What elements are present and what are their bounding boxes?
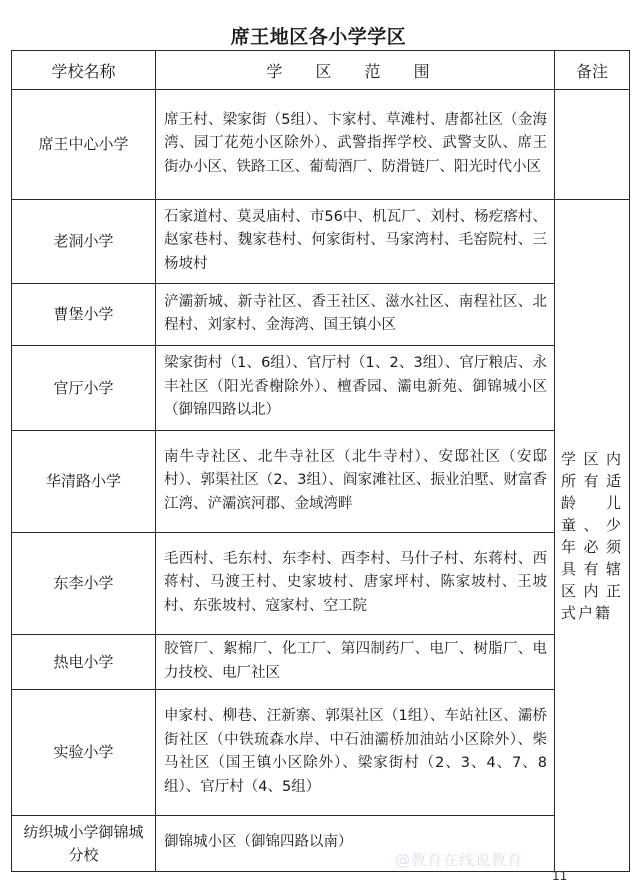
table-row [12, 816, 630, 872]
district-area: 御锦城小区（御锦四路以南） [156, 816, 555, 872]
school-name: 热电小学 [12, 635, 156, 690]
school-district-table [11, 50, 630, 872]
table-row [12, 533, 630, 635]
school-name: 纺织城小学御锦城分校 [12, 816, 156, 872]
school-name: 官厅小学 [12, 346, 156, 431]
district-area: 胶管厂、絮棉厂、化工厂、第四制药厂、电厂、树脂厂、电力技校、电厂社区 [156, 635, 555, 690]
school-name: 东李小学 [12, 533, 156, 635]
district-area: 南牛寺社区、北牛寺社区（北牛寺村）、安邸社区（安邸村）、郭渠社区（2、3组）、阎家滩社区、振业泊墅、财富香江湾、浐灞滨河郡、金域湾畔 [156, 431, 555, 533]
school-name: 实验小学 [12, 690, 156, 816]
district-area: 梁家街村（1、6组）、官厅村（1、2、3组）、官厅粮店、永丰社区（阳光香榭除外）、檀香园、灞电新苑、御锦城小区（御锦四路以北） [156, 346, 555, 431]
header-school: 学校名称 [12, 51, 156, 90]
table-row [12, 284, 630, 346]
header-area: 学 区 范 围 [156, 51, 555, 90]
school-name: 华清路小学 [12, 431, 156, 533]
school-name: 老洞小学 [12, 200, 156, 284]
note-cell-empty [555, 90, 630, 200]
table-row [12, 90, 630, 200]
table-row [12, 200, 630, 284]
table-row [12, 346, 630, 431]
note-cell: 学区内所有适龄儿童、少年必须具有辖区内正式户籍 [555, 200, 630, 872]
district-area: 申家村、柳巷、汪新寨、郭渠社区（1组）、车站社区、灞桥街社区（中铁琉森水岸、中石油灞桥加油站小区除外）、柴马社区（国王镇小区除外）、梁家街村（2、3、4、7、8组）、官厅村（4、5组） [156, 690, 555, 816]
table-row [12, 431, 630, 533]
page-title: 席王地区各小学学区 [230, 26, 407, 48]
school-name: 席王中心小学 [12, 90, 156, 200]
page-number: 11 [552, 869, 568, 883]
table-header-row [12, 51, 630, 90]
watermark: @教育在线说教育 [395, 851, 524, 869]
table-row [12, 690, 630, 816]
district-area: 浐灞新城、新寺社区、香王社区、滋水社区、南程社区、北程村、刘家村、金海湾、国王镇小区 [156, 284, 555, 346]
table-row [12, 635, 630, 690]
district-area: 席王村、梁家街（5组）、卞家村、草滩村、唐都社区（金海湾、园丁花苑小区除外）、武警指挥学校、武警支队、席王街办小区、铁路工区、葡萄酒厂、防滑链厂、阳光时代小区 [156, 90, 555, 200]
district-area: 毛西村、毛东村、东李村、西李村、马什子村、东蒋村、西蒋村、马渡王村、史家坡村、唐家坪村、陈家坡村、王坡村、东张坡村、寇家村、空工院 [156, 533, 555, 635]
header-note: 备注 [555, 51, 630, 90]
school-name: 曹堡小学 [12, 284, 156, 346]
district-area: 石家道村、莫灵庙村、市56中、机瓦厂、刘村、杨疙瘩村、赵家巷村、魏家巷村、何家街村、马家湾村、毛窑院村、三杨坡村 [156, 200, 555, 284]
